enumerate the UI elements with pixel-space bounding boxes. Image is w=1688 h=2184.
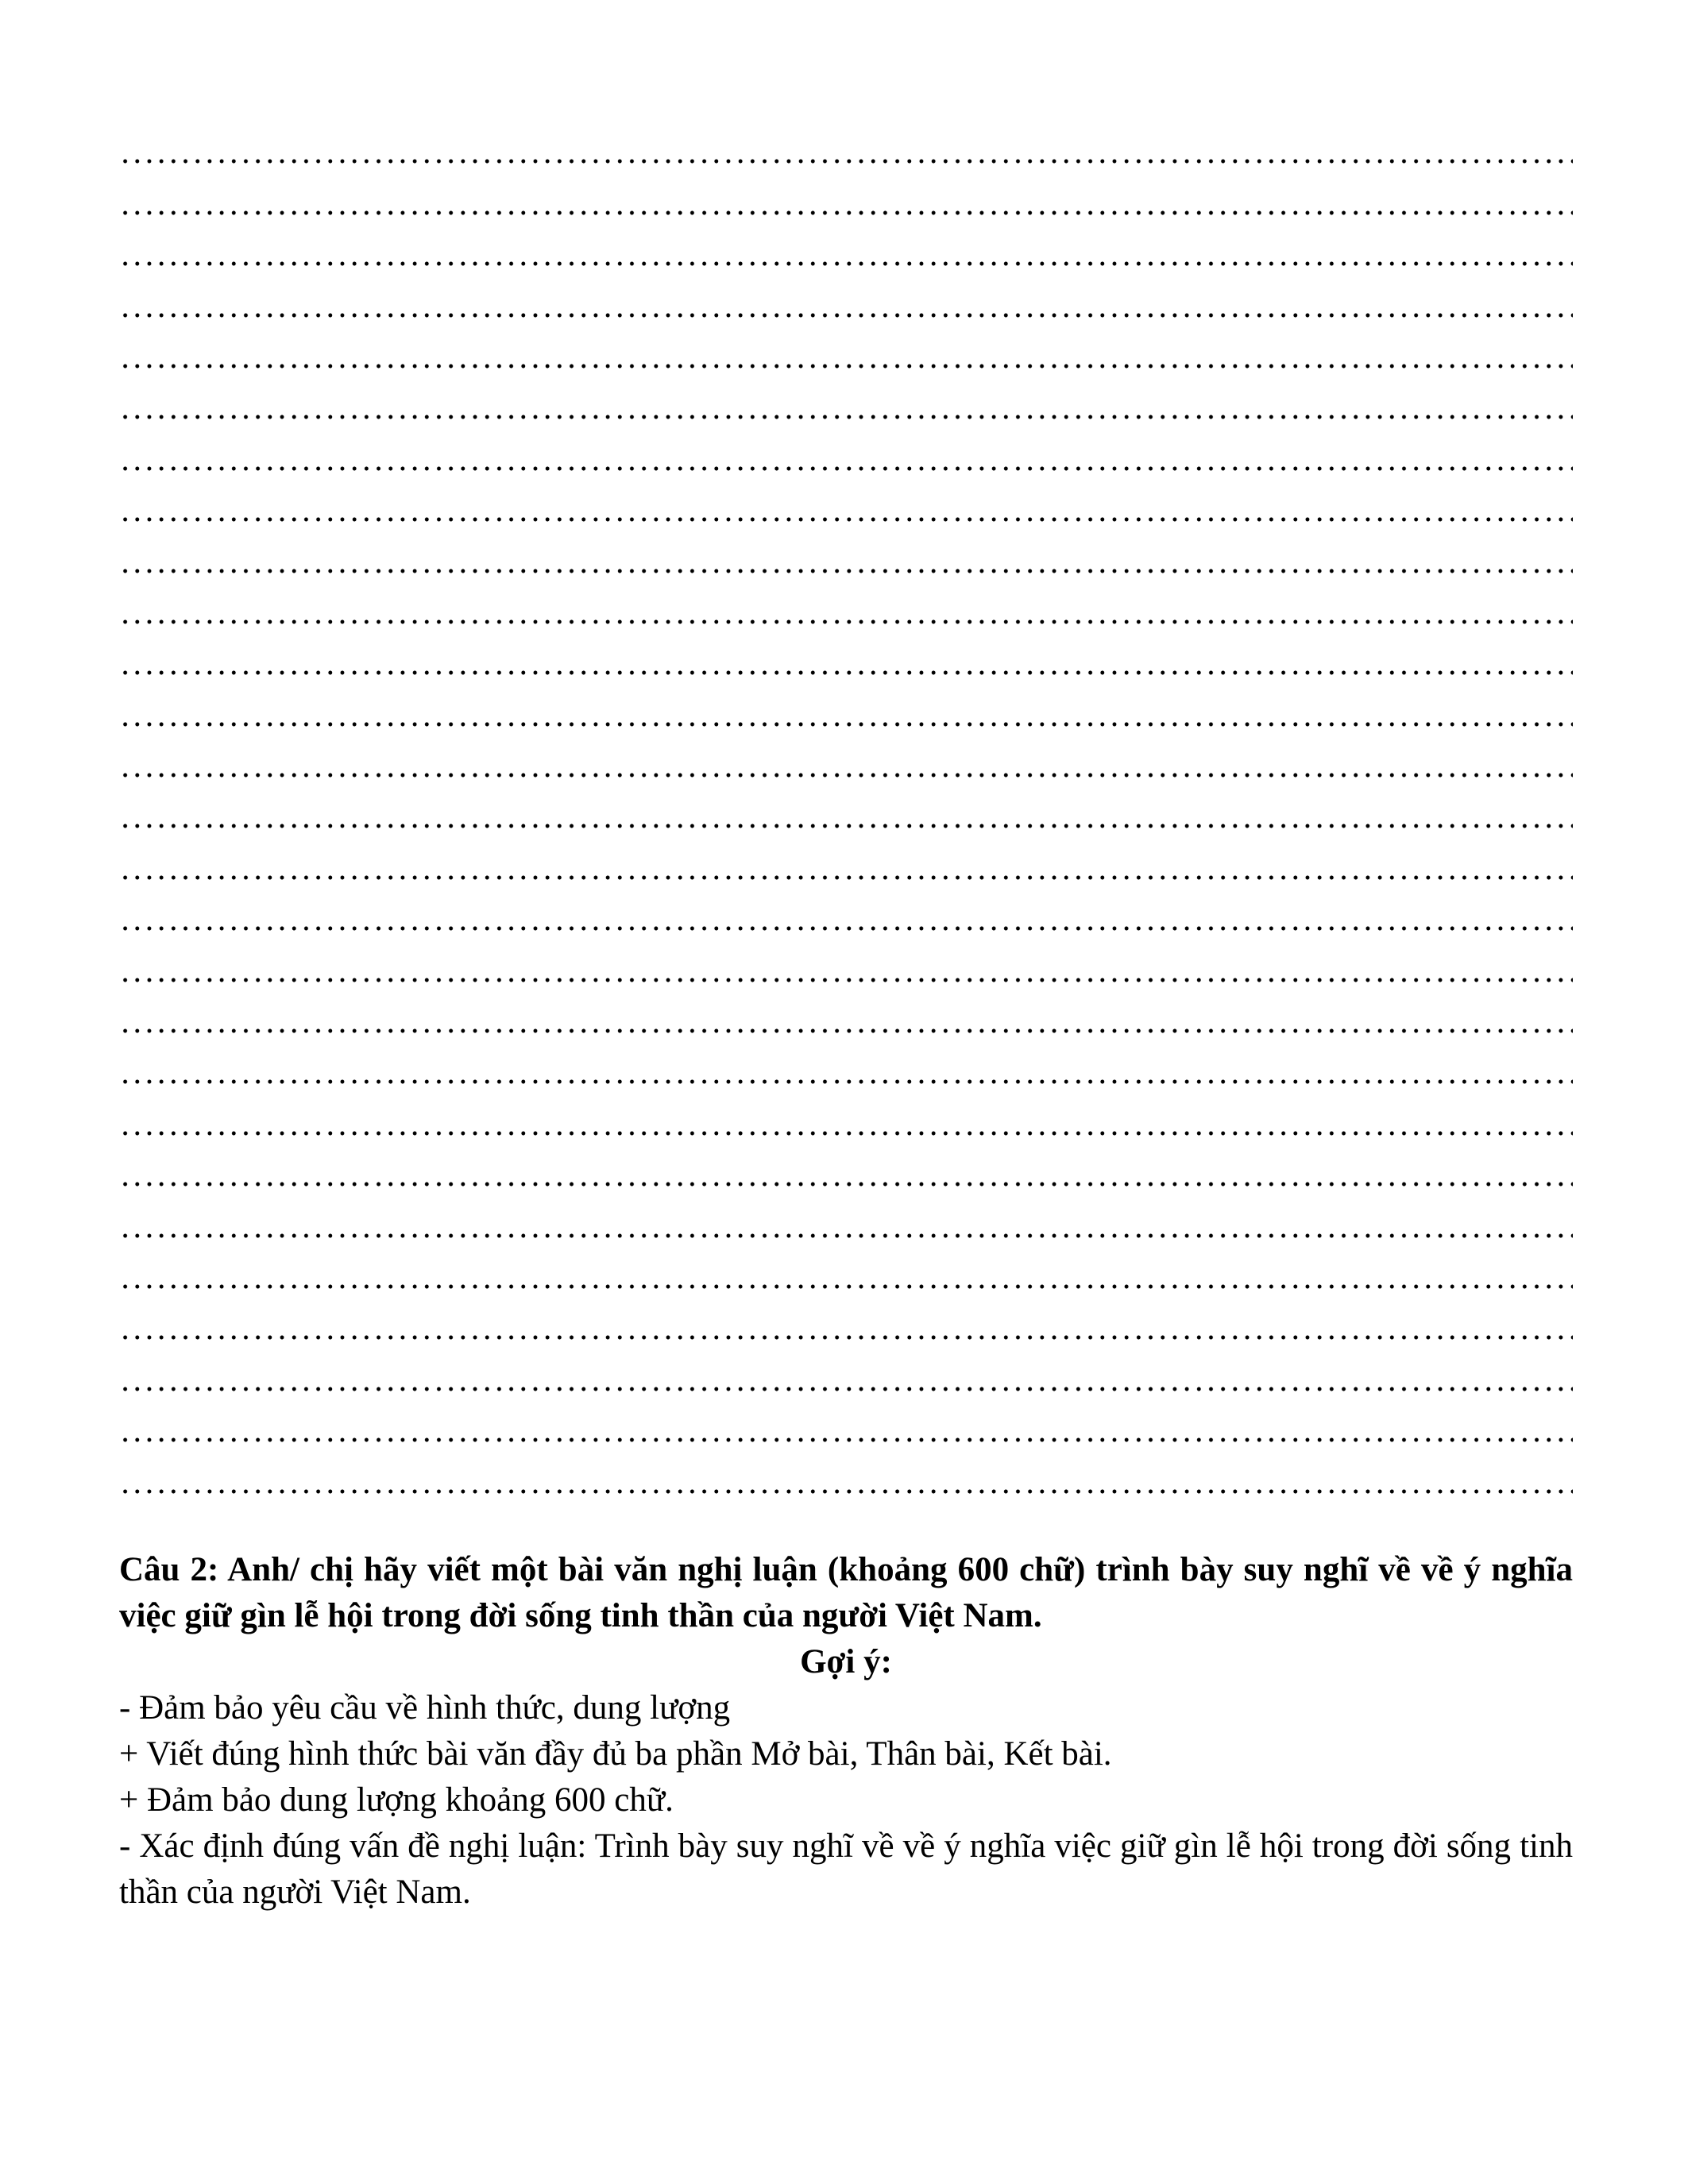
hint-title: Gợi ý: (800, 1643, 892, 1680)
hint-line: - Đảm bảo yêu cầu về hình thức, dung lượng (119, 1689, 731, 1727)
dotted-answer-line (119, 1193, 1573, 1244)
question-text: Câu 2: Anh/ chị hãy viết một bài văn nghị luận (khoảng 600 chữ) trình bày suy nghĩ về về ý nghĩa việc giữ gìn lễ hội trong đời sống tinh thần của người Việt Nam. (119, 1551, 1573, 1634)
dotted-answer-line (119, 1449, 1573, 1499)
document-page (119, 0, 1573, 2184)
dotted-answer-line (119, 1090, 1573, 1141)
dotted-answer-line (119, 477, 1573, 528)
dotted-answer-line (119, 324, 1573, 375)
question-section (119, 1547, 1573, 1916)
dotted-answer-line (119, 784, 1573, 835)
dotted-answer-line (119, 1040, 1573, 1090)
dotted-answer-line (119, 1295, 1573, 1346)
hint-line: + Viết đúng hình thức bài văn đầy đủ ba phần Mở bài, Thân bài, Kết bài. (119, 1735, 1112, 1773)
dotted-answer-line (119, 1398, 1573, 1449)
dotted-answer-line (119, 426, 1573, 477)
dotted-answer-line (119, 631, 1573, 681)
dotted-answer-line (119, 1142, 1573, 1193)
dotted-answer-line (119, 528, 1573, 579)
hint-line: - Xác định đúng vấn đề nghị luận: Trình bày suy nghĩ về về ý nghĩa việc giữ gìn lễ hội trong đời sống tinh thần của người Việt Nam. (119, 1827, 1573, 1911)
dotted-answer-line (119, 272, 1573, 323)
answer-lines (119, 119, 1573, 1500)
dotted-answer-line (119, 375, 1573, 426)
dotted-answer-line (119, 733, 1573, 784)
dotted-answer-line (119, 580, 1573, 631)
dotted-answer-line (119, 937, 1573, 988)
dotted-answer-line (119, 681, 1573, 732)
hint-line: + Đảm bảo dung lượng khoảng 600 chữ. (119, 1781, 674, 1819)
dotted-answer-line (119, 886, 1573, 937)
dotted-answer-line (119, 119, 1573, 170)
dotted-answer-line (119, 989, 1573, 1040)
dotted-answer-line (119, 835, 1573, 886)
dotted-answer-line (119, 1346, 1573, 1397)
dotted-answer-line (119, 222, 1573, 272)
dotted-answer-line (119, 1244, 1573, 1295)
dotted-answer-line (119, 170, 1573, 221)
